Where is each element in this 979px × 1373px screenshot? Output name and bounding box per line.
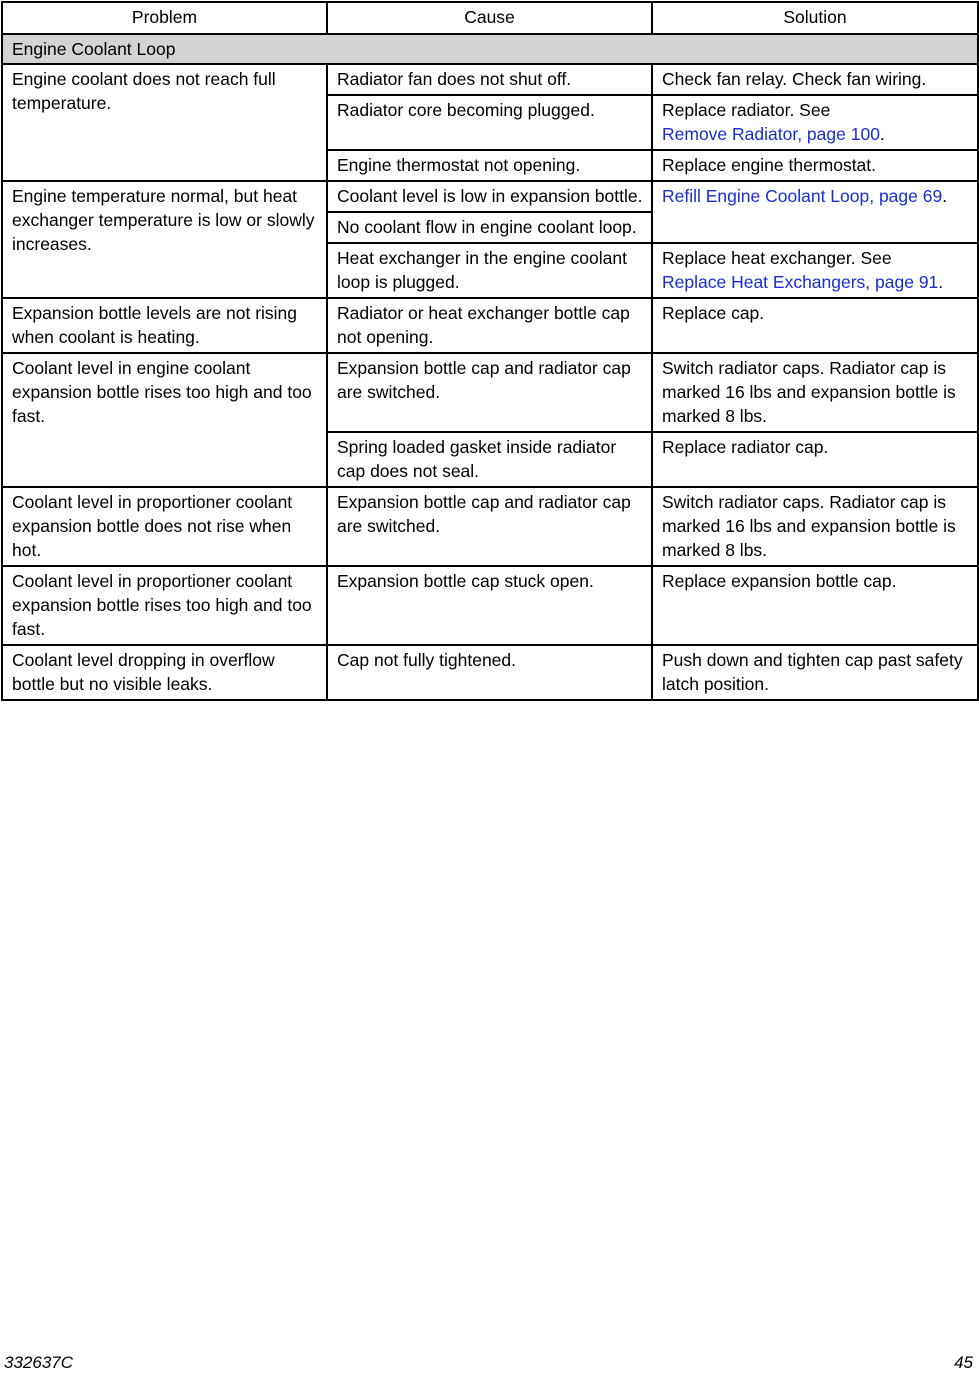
- solution-cell: Replace radiator cap.: [652, 432, 978, 487]
- remove-radiator-link[interactable]: Remove Radiator, page 100: [662, 124, 880, 144]
- solution-cell: [652, 181, 978, 243]
- problem-cell: Coolant level in engine coolant expansion bottle rises too high and too fast.: [2, 353, 327, 487]
- cause-cell: Expansion bottle cap and radiator cap are switched.: [327, 487, 652, 566]
- solution-cell: Switch radiator caps. Radiator cap is marked 16 lbs and expansion bottle is marked 8 lbs.: [652, 353, 978, 432]
- table-row: [2, 298, 978, 353]
- cause-cell: Coolant level is low in expansion bottle.: [327, 181, 652, 212]
- solution-cell: [652, 243, 978, 298]
- table-row: [2, 566, 978, 645]
- page-number: 45: [954, 1353, 973, 1372]
- cause-cell: Radiator fan does not shut off.: [327, 64, 652, 95]
- problem-cell: Coolant level dropping in overflow bottle but no visible leaks.: [2, 645, 327, 700]
- problem-cell: Engine temperature normal, but heat exchanger temperature is low or slowly increases.: [2, 181, 327, 298]
- table-row: [2, 181, 978, 212]
- problem-cell: Expansion bottle levels are not rising when coolant is heating.: [2, 298, 327, 353]
- cause-cell: Heat exchanger in the engine coolant loop is plugged.: [327, 243, 652, 298]
- section-row: [2, 34, 978, 64]
- cause-cell: Engine thermostat not opening.: [327, 150, 652, 181]
- table-row: [2, 487, 978, 566]
- problem-cell: Coolant level in proportioner coolant expansion bottle does not rise when hot.: [2, 487, 327, 566]
- header-row: [2, 2, 978, 34]
- solution-cell: Check fan relay. Check fan wiring.: [652, 64, 978, 95]
- table-row: [2, 353, 978, 432]
- refill-engine-coolant-loop-link[interactable]: Refill Engine Coolant Loop, page 69: [662, 186, 943, 206]
- cause-cell: Radiator core becoming plugged.: [327, 95, 652, 150]
- solution-cell: Switch radiator caps. Radiator cap is marked 16 lbs and expansion bottle is marked 8 lbs.: [652, 487, 978, 566]
- troubleshooting-table: [1, 1, 979, 701]
- period: .: [938, 272, 944, 292]
- section-title: Engine Coolant Loop: [2, 34, 978, 64]
- solution-cell: Replace expansion bottle cap.: [652, 566, 978, 645]
- problem-cell: Engine coolant does not reach full temperature.: [2, 64, 327, 181]
- cause-cell: Expansion bottle cap stuck open.: [327, 566, 652, 645]
- table-row: [2, 64, 978, 95]
- solution-cell: [652, 95, 978, 150]
- document-number: 332637C: [4, 1353, 74, 1372]
- period: .: [942, 186, 948, 206]
- replace-heat-exchangers-link[interactable]: Replace Heat Exchangers, page 91: [662, 272, 939, 292]
- table-row: [2, 645, 978, 700]
- problem-cell: Coolant level in proportioner coolant expansion bottle rises too high and too fast.: [2, 566, 327, 645]
- cause-cell: No coolant flow in engine coolant loop.: [327, 212, 652, 243]
- header-problem: Problem: [2, 2, 327, 34]
- cause-cell: Cap not fully tightened.: [327, 645, 652, 700]
- cause-cell: Expansion bottle cap and radiator cap are switched.: [327, 353, 652, 432]
- solution-cell: Replace engine thermostat.: [652, 150, 978, 181]
- cause-cell: Spring loaded gasket inside radiator cap does not seal.: [327, 432, 652, 487]
- solution-text: Replace heat exchanger. See: [662, 248, 892, 268]
- solution-cell: Push down and tighten cap past safety latch position.: [652, 645, 978, 700]
- header-cause: Cause: [327, 2, 652, 34]
- solution-text: Replace radiator. See: [662, 100, 831, 120]
- solution-cell: Replace cap.: [652, 298, 978, 353]
- period: .: [879, 124, 885, 144]
- cause-cell: Radiator or heat exchanger bottle cap not opening.: [327, 298, 652, 353]
- header-solution: Solution: [652, 2, 978, 34]
